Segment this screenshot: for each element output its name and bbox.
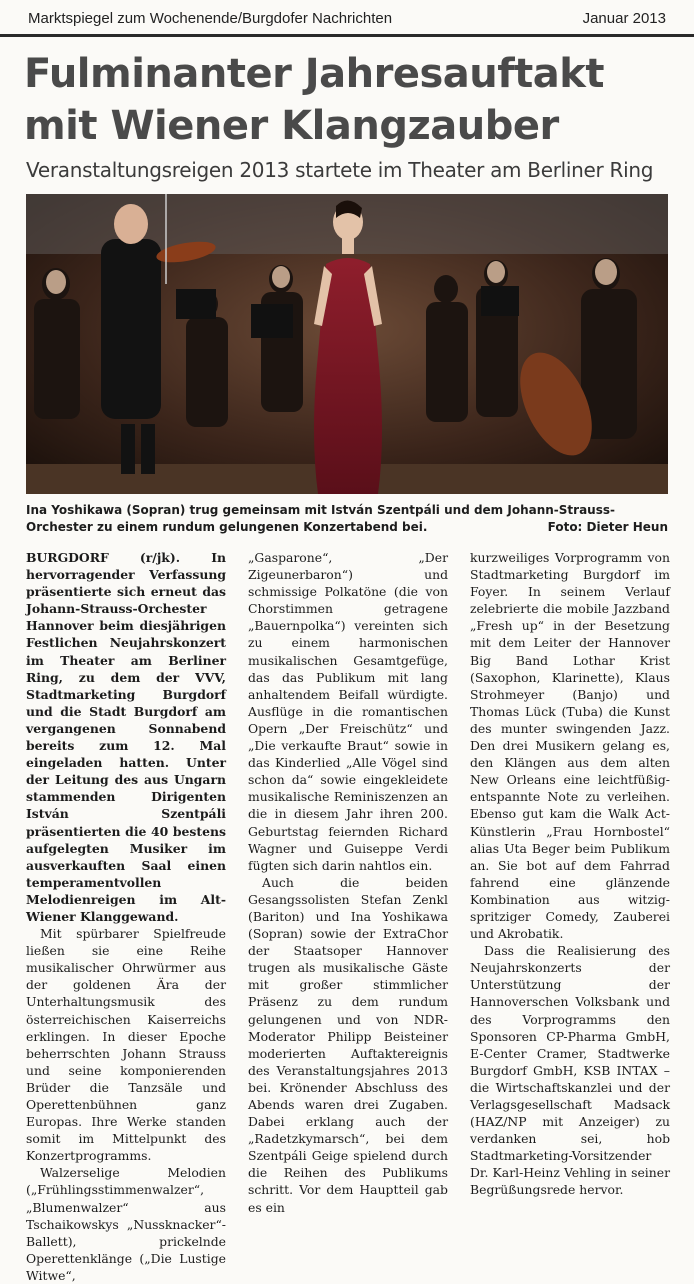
body-paragraph: „Gasparone“, „Der Zigeunerbaron“) und schmissige Polkatöne (die von Chorstimmen getragene „Bauernpolka“) vereinten sich zu einem harmonischen musikalischen Gesamtgefüge, das das Publikum mit lang anhaltendem Beifall würdigte. Ausflüge in die romantischen Opern „Der Freischütz“ und „Die verkaufte Braut“ sowie in das Kinderlied „Alle Vögel sind schon da“ sowie eingekleidete musikalische Reminiszenzen an die in diesem Jahr ihren 200. Geburtstag feiernden Richard Wagner und Guiseppe Verdi fügten sich darin nahtlos ein.: [248, 550, 448, 873]
article-column-1: [26, 549, 227, 1283]
subheadline: Veranstaltungsreigen 2013 startete im Theater am Berliner Ring: [26, 158, 654, 182]
lead-text: In hervorragender Verfassung präsentierte sich erneut das Johann-Strauss-Orchester Hannover beim diesjährigen Festlichen Neujahrskonzert im Theater am Berliner Ring, zu dem der VVV, Stadtmarketing Burgdorf und die Stadt Burgdorf am vergangenen Sonnabend bereits zum 12. Mal eingeladen hatten. Unter der Leitung des aus Ungarn stammenden Dirigenten István Szentpáli präsentierten die 40 bestens aufgelegten Musiker im ausverkauften Saal einen temperamentvollen Melodienreigen im Alt-Wiener Klanggewand.: [26, 550, 227, 924]
body-paragraph: Mit spürbarer Spielfreude ließen sie eine Reihe musikalischer Ohrwürmer aus der goldenen Ära der Unterhaltungsmusik des österreichischen Kaiserreichs erklingen. In dieser Epoche beherrschten Johann Strauss und seine komponierenden Brüder die Tanzsäle und Operettenbühnen ganz Europas. Ihre Werke standen somit im Mittelpunkt des Konzertprogramms.: [26, 926, 226, 1164]
headline-line-2: mit Wiener Klangzauber: [24, 103, 559, 149]
photo-credit: Foto: Dieter Heun: [547, 520, 668, 534]
photo-caption: [26, 502, 668, 536]
concert-photo: [26, 194, 668, 494]
article-column-2: [248, 549, 448, 1215]
article-body: [26, 549, 670, 1283]
headline: [24, 48, 674, 152]
body-paragraph: Auch die beiden Gesangssolisten Stefan Zenkl (Bariton) und Ina Yoshikawa (Sopran) sowie der ExtraChor der Staatsoper Hannover trugen als musikalische Gäste mit großer stimmlicher Präsenz zu dem rundum gelungenen und von NDR-Moderator Philipp Beisteiner moderierten Auftaktereignis des Veranstaltungsjahres 2013 bei. Krönender Abschluss des Abends waren drei Zugaben. Dabei erklang auch der „Radetzkymarsch“, bei dem Szentpáli Geige spielend durch die Reihen des Publikums schritt. Vor dem Hauptteil gab es ein: [248, 874, 448, 1215]
issue-date: Januar 2013: [582, 10, 666, 27]
header-rule: [0, 34, 694, 37]
body-paragraph: Dass die Realisierung des Neujahrskonzerts der Unterstützung der Hannoverschen Volksbank und des Vorprogramms den Sponsoren CP-Pharma GmbH, E-Center Cramer, Stadtwerke Burgdorf GmbH, KSB INTAX – die Wirtschaftskanzlei und der Verlagsgesellschaft Madsack (HAZ/NP mit Anzeiger) zu verdanken sei, hob Stadtmarketing-Vorsitzender Dr. Karl-Heinz Vehling in seiner Begrüßungsrede hervor.: [470, 943, 670, 1198]
caption-text: Ina Yoshikawa (Sopran) trug gemeinsam mit István Szentpáli und dem Johann-Strauss-Orchester zu einem rundum gelungenen Konzertabend bei.: [26, 503, 615, 534]
dateline: BURGDORF (r/jk).: [26, 550, 181, 565]
body-paragraph: Walzerselige Melodien („Frühlingsstimmenwalzer“, „Blumenwalzer“ aus Tschaikowskys „Nussknacker“-Ballett), prickelnde Operettenklänge („Die Lustige Witwe“,: [26, 1165, 226, 1283]
body-paragraph: kurzweiliges Vorprogramm von Stadtmarketing Burgdorf im Foyer. In seinem Verlauf zelebrierte die mobile Jazzband „Fresh up“ in der Besetzung mit dem Leiter der Hannover Big Band Lothar Krist (Saxophon, Klarinette), Klaus Strohmeyer (Banjo) und Thomas Lück (Tuba) die Kunst des munter swingenden Jazz. Den drei Musikern gelang es, den Klängen aus dem alten New Orleans eine leichtfüßig-entspannte Note zu verleihen. Ebenso gut kam die Walk Act-Künstlerin „Frau Hornbostel“ alias Uta Beger beim Publikum an. Sie bot auf dem Fahrrad fahrend eine glänzende Kombination aus witzig-spritziger Comedy, Zauberei und Akrobatik.: [470, 550, 670, 942]
masthead: [28, 8, 666, 32]
concert-photo-illustration: [26, 194, 668, 494]
lead-paragraph: [26, 549, 226, 925]
article-column-3: [470, 549, 670, 1198]
headline-line-1: Fulminanter Jahresauftakt: [24, 51, 604, 97]
publication-name: Marktspiegel zum Wochenende/Burgdofer Nachrichten: [28, 10, 393, 27]
